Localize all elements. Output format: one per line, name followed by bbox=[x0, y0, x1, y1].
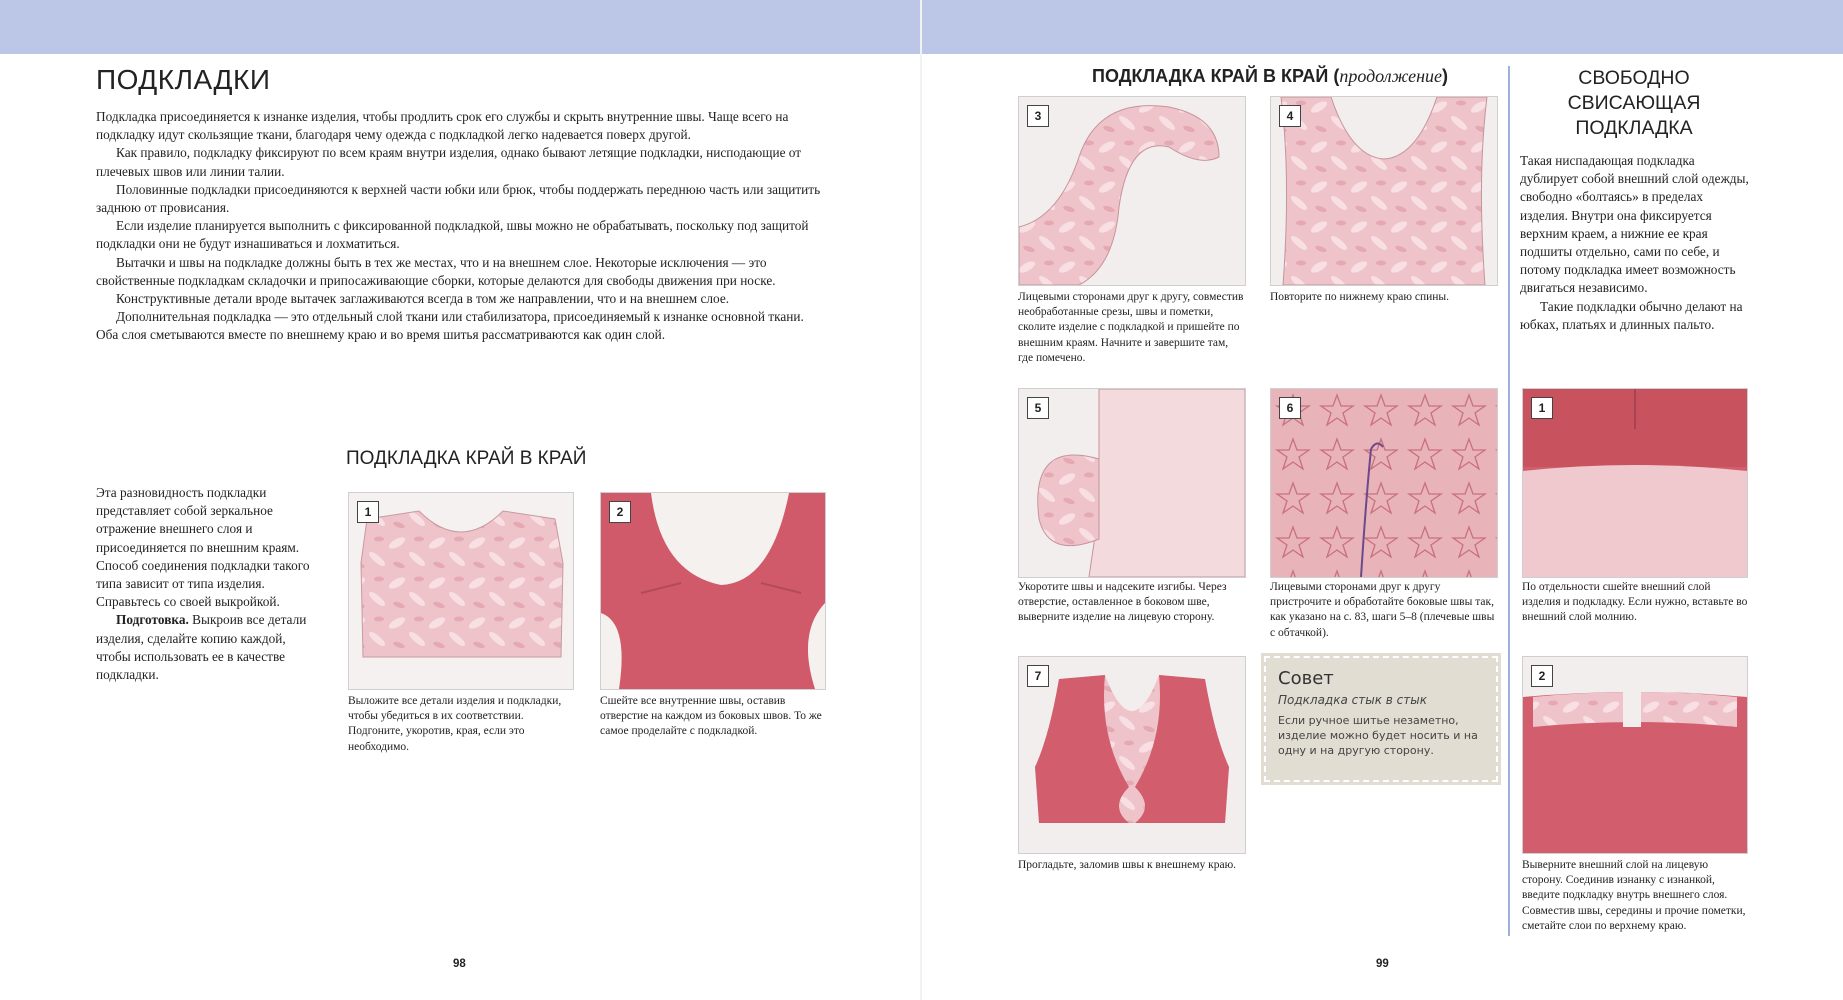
skirt-layers-illustration bbox=[1523, 389, 1747, 577]
step-caption: Укоротите швы и надсеките изгибы. Через отверстие, оставленное в боковом шве, выверните изделие на лицевую сторону. bbox=[1018, 581, 1227, 624]
intro-paragraph: Половинные подкладки присоединяются к верхней части юбки или брюк, чтобы поддержать переднюю часть или защитить заднюю от провисания. bbox=[96, 181, 821, 216]
step-number-badge: 6 bbox=[1279, 397, 1301, 419]
section-paragraph: Эта разновидность подкладки представляет собой зеркальное отражение внешнего слоя и присоединяется по внешним краям. Способ соединения подкладки такого типа зависит от типа изделия. Справьтесь со своей выкройкой. bbox=[96, 485, 310, 610]
step-photo-5 bbox=[1018, 388, 1246, 578]
step-number-badge: 1 bbox=[1531, 397, 1553, 419]
step-number-badge: 2 bbox=[1531, 665, 1553, 687]
section-title-edge-to-edge: ПОДКЛАДКА КРАЙ В КРАЙ bbox=[346, 448, 587, 469]
page-number: 98 bbox=[453, 958, 466, 970]
step-caption: Повторите по нижнему краю спины. bbox=[1270, 291, 1450, 303]
step-number-badge: 2 bbox=[609, 501, 631, 523]
step-number-badge: 7 bbox=[1027, 665, 1049, 687]
turning-vest-illustration bbox=[1019, 389, 1245, 577]
step-number-badge: 1 bbox=[357, 501, 379, 523]
column-paragraph: Такие подкладки обычно делают на юбках, платьях и длинных пальто. bbox=[1520, 298, 1743, 332]
step-number-badge: 4 bbox=[1279, 105, 1301, 127]
section-intro-text bbox=[96, 484, 318, 684]
header-band-left bbox=[0, 0, 920, 54]
sewing-lining-illustration bbox=[1019, 97, 1245, 285]
intro-paragraph: Конструктивные детали вроде вытачек заглаживаются всегда в том же направлении, что и на внешнем слое. bbox=[116, 291, 730, 307]
vest-pieces-illustration bbox=[349, 493, 573, 689]
step-caption: Сшейте все внутренние швы, оставив отверстие на каждом из боковых швов. То же самое проделайте с подкладкой. bbox=[600, 695, 822, 738]
tip-box bbox=[1264, 656, 1498, 782]
column-step-photo-1 bbox=[1522, 388, 1748, 578]
step-number-badge: 3 bbox=[1027, 105, 1049, 127]
step-photo-7 bbox=[1018, 656, 1246, 854]
vest-back-illustration bbox=[1271, 97, 1497, 285]
intro-paragraph: Как правило, подкладку фиксируют по всем краям внутри изделия, однако бывают летящие подкладки, нисподающие от плечевых швов или линии талии. bbox=[96, 145, 802, 179]
title-end: ) bbox=[1442, 66, 1448, 86]
tip-body: Если ручное шитье незаметно, изделие можно будет носить и на одну и на другую сторону. bbox=[1278, 714, 1478, 757]
preparation-text: Выкроив все детали изделия, сделайте копию каждой, чтобы использовать ее в качестве подкладки. bbox=[96, 612, 307, 683]
header-band-right bbox=[922, 0, 1843, 54]
title-continued: продолжение bbox=[1339, 66, 1442, 86]
tip-subtitle: Подкладка стык в стык bbox=[1278, 693, 1427, 707]
page-title: ПОДКЛАДКИ bbox=[96, 64, 271, 95]
step-photo-1 bbox=[348, 492, 574, 690]
intro-paragraph: Если изделие планируется выполнить с фиксированной подкладкой, швы можно не обрабатывать, поскольку под защитой подкладки они не будут изнашиваться и лохматиться. bbox=[96, 218, 809, 252]
free-hanging-text bbox=[1520, 152, 1750, 334]
step-photo-4 bbox=[1270, 96, 1498, 286]
book-gutter bbox=[920, 0, 922, 1000]
stitched-vest-illustration bbox=[601, 493, 825, 689]
step-photo-6 bbox=[1270, 388, 1498, 578]
finished-vest-illustration bbox=[1019, 657, 1245, 853]
column-paragraph: Такая ниспадающая подкладка дублирует собой внешний слой одежды, свободно «болтаясь» в пределах изделия. Внутри она фиксируется верхним краем, а нижние ее края подшиты отдельно, сами по себе, и потому подкладка имеет возможность двигаться независимо. bbox=[1520, 153, 1749, 296]
step-caption: Выложите все детали изделия и подкладки, чтобы убедиться в их соответствии. Подгоните, укоротив, края, если это необходимо. bbox=[348, 695, 562, 753]
step-caption: Выверните внешний слой на лицевую сторону. Соединив изнанку с изнанкой, введите подкладку внутрь внешнего слоя. Совместив швы, середины и прочие пометки, сметайте слои по верхнему краю. bbox=[1522, 859, 1746, 932]
column-divider bbox=[1508, 66, 1510, 936]
step-caption: Прогладьте, заломив швы к внешнему краю. bbox=[1018, 859, 1237, 871]
skirt-basting-illustration bbox=[1523, 657, 1747, 853]
tip-title: Совет bbox=[1278, 668, 1334, 689]
intro-paragraph: Вытачки и швы на подкладке должны быть в тех же местах, что и на внешнем слое. Некоторые исключения — это свойственные подкладкам складочки и припосаживающие сборки, которые делаются для свободы движения при носке. bbox=[96, 254, 776, 288]
step-photo-3 bbox=[1018, 96, 1246, 286]
column-step-photo-2 bbox=[1522, 656, 1748, 854]
title-main: ПОДКЛАДКА КРАЙ В КРАЙ ( bbox=[1092, 66, 1340, 86]
intro-text bbox=[96, 108, 824, 345]
step-photo-2 bbox=[600, 492, 826, 690]
side-seam-illustration bbox=[1271, 389, 1497, 577]
section-paragraph bbox=[96, 611, 318, 684]
intro-paragraph: Подкладка присоединяется к изнанке изделия, чтобы продлить срок его службы и скрыть внутренние швы. Чаще всего на подкладку идут скользящие ткани, благодаря чему одежда с подкладкой легко надевается поверх другой. bbox=[96, 109, 789, 143]
preparation-label: Подготовка. bbox=[116, 612, 189, 628]
step-number-badge: 5 bbox=[1027, 397, 1049, 419]
step-caption: Лицевыми сторонами друг к другу пристрочите и обработайте боковые швы так, как указано на с. 83, шаги 5–8 (плечевые швы с обтачкой). bbox=[1270, 581, 1495, 639]
step-caption: По отдельности сшейте внешний слой изделия и подкладку. Если нужно, вставьте во внешний слой молнию. bbox=[1522, 581, 1748, 624]
continued-section-title bbox=[1000, 66, 1540, 87]
page-number: 99 bbox=[1376, 958, 1389, 970]
section-title-free-hanging: СВОБОДНО СВИСАЮЩАЯ ПОДКЛАДКА bbox=[1567, 67, 1701, 139]
intro-paragraph: Дополнительная подкладка — это отдельный слой ткани или стабилизатора, присоединяемый к изнанке основной ткани. Оба слоя сметываются вместе по внешнему краю и во время шитья рассматриваются как один слой. bbox=[96, 309, 804, 343]
step-caption: Лицевыми сторонами друг к другу, совместив необработанные срезы, швы и пометки, сколите изделие с подкладкой и пришейте по внешним краям. Начните и завершите там, где помечено. bbox=[1018, 291, 1244, 364]
